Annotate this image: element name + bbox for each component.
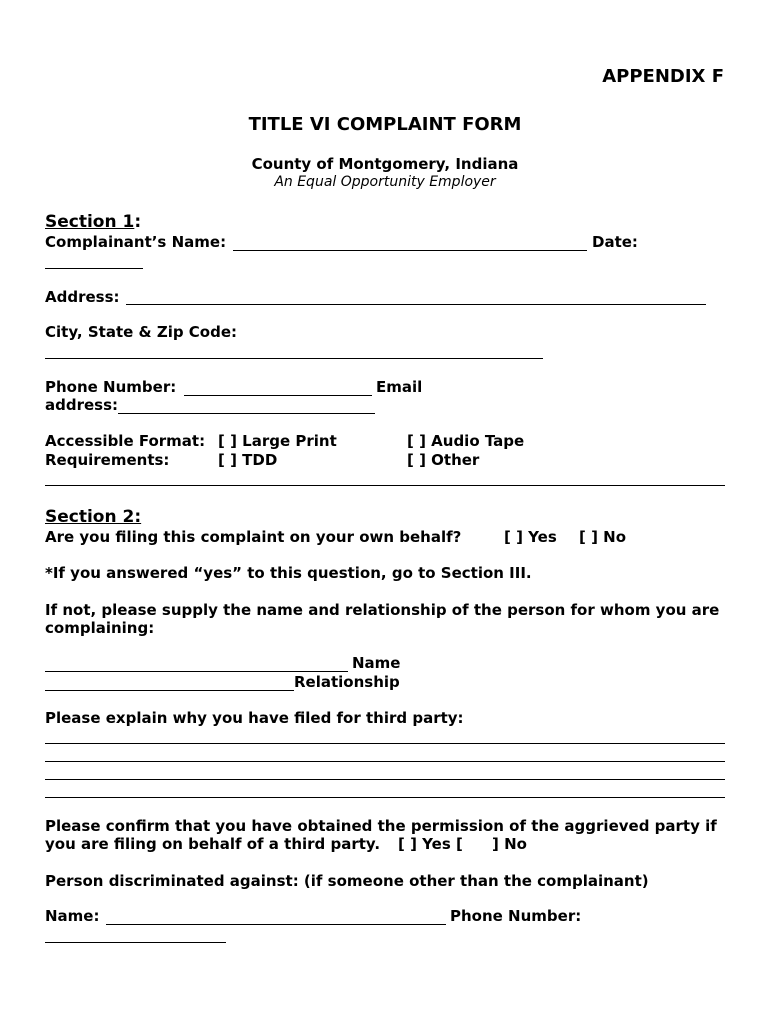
- phone-field[interactable]: [184, 395, 372, 396]
- tdd-checkbox[interactable]: [ ] TDD: [218, 451, 278, 469]
- form-title: TITLE VI COMPLAINT FORM: [248, 114, 522, 135]
- permission-no-checkbox[interactable]: ] No: [492, 835, 527, 853]
- explain-line-3[interactable]: [45, 779, 725, 780]
- address-field[interactable]: [126, 304, 706, 305]
- complainant-name-label: Complainant’s Name:: [45, 233, 227, 251]
- explain-line-2[interactable]: [45, 761, 725, 762]
- own-behalf-yes-checkbox[interactable]: [ ] Yes: [504, 528, 557, 546]
- own-behalf-question: Are you filing this complaint on your own behalf?: [45, 528, 462, 546]
- requirements-label: Requirements:: [45, 451, 170, 469]
- email-field[interactable]: [118, 413, 375, 414]
- county-name: County of Montgomery, Indiana: [251, 155, 519, 173]
- complainant-name-field[interactable]: [233, 250, 587, 251]
- other-checkbox[interactable]: [ ] Other: [407, 451, 480, 469]
- employer-tagline: An Equal Opportunity Employer: [274, 174, 496, 190]
- victim-phone-label: Phone Number:: [450, 907, 582, 925]
- victim-name-label: Name:: [45, 907, 100, 925]
- explain-line-1[interactable]: [45, 743, 725, 744]
- city-state-zip-field[interactable]: [45, 358, 543, 359]
- explain-third-party-label: Please explain why you have filed for third party:: [45, 709, 464, 727]
- victim-name-field[interactable]: [106, 924, 446, 925]
- section1-heading: Section 1:: [45, 212, 142, 232]
- date-field[interactable]: [45, 268, 143, 269]
- audio-tape-checkbox[interactable]: [ ] Audio Tape: [407, 432, 525, 450]
- third-party-relationship-field[interactable]: [45, 690, 294, 691]
- date-label: Date:: [592, 233, 638, 251]
- third-party-relationship-label: Relationship: [294, 673, 400, 691]
- email-label: Email: [376, 378, 423, 396]
- email-label-cont: address:: [45, 396, 119, 414]
- if-yes-note: *If you answered “yes” to this question, go to Section III.: [45, 564, 532, 582]
- third-party-name-label: Name: [352, 654, 401, 672]
- large-print-checkbox[interactable]: [ ] Large Print: [218, 432, 337, 450]
- explain-line-4[interactable]: [45, 797, 725, 798]
- permission-confirm-text-cont: you are filing on behalf of a third party.: [45, 835, 381, 853]
- person-discriminated-label: Person discriminated against: (if someone other than the complainant): [45, 872, 649, 890]
- address-label: Address:: [45, 288, 120, 306]
- section1-divider: [45, 485, 725, 486]
- city-state-zip-label: City, State & Zip Code:: [45, 323, 238, 341]
- phone-label: Phone Number:: [45, 378, 177, 396]
- if-not-instruction-cont: complaining:: [45, 619, 155, 637]
- accessible-format-label: Accessible Format:: [45, 432, 206, 450]
- appendix-label: APPENDIX F: [602, 66, 724, 87]
- third-party-name-field[interactable]: [45, 671, 348, 672]
- if-not-instruction: If not, please supply the name and relationship of the person for whom you are: [45, 601, 720, 619]
- permission-confirm-text: Please confirm that you have obtained the permission of the aggrieved party if: [45, 817, 717, 835]
- own-behalf-no-checkbox[interactable]: [ ] No: [579, 528, 627, 546]
- section2-heading: Section 2:: [45, 507, 142, 527]
- victim-phone-field[interactable]: [45, 942, 226, 943]
- permission-yes-checkbox[interactable]: [ ] Yes [: [398, 835, 463, 853]
